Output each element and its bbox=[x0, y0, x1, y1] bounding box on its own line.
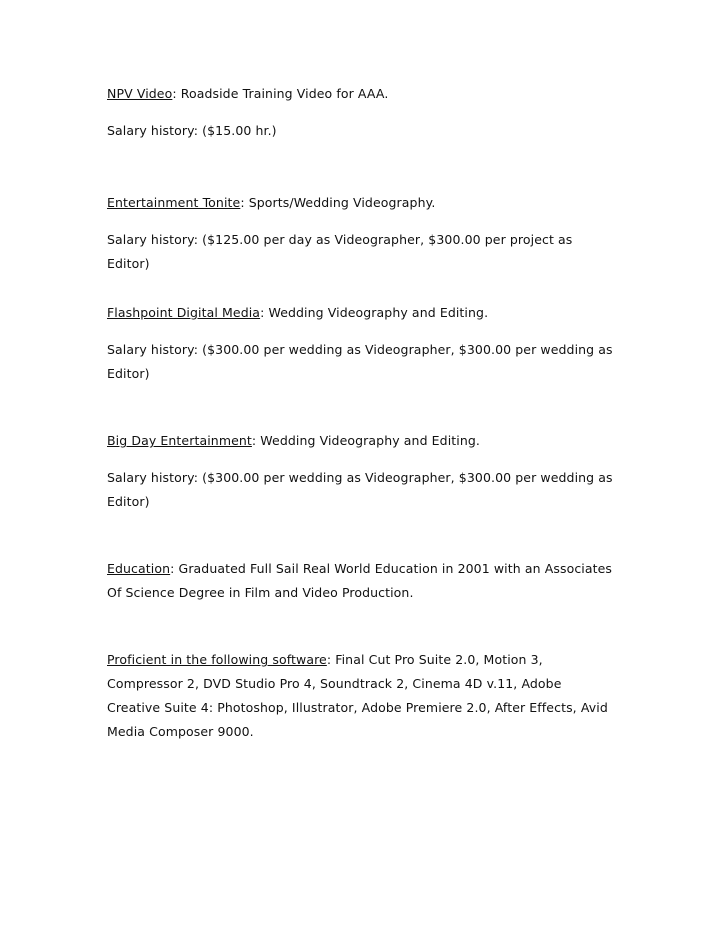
software-separator: : bbox=[326, 652, 332, 667]
entry-title-line bbox=[107, 429, 617, 453]
education-separator: : bbox=[170, 561, 175, 576]
salary-history: Salary history: ($125.00 per day as Videographer, $300.00 per project as Editor) bbox=[107, 232, 573, 271]
software-text bbox=[107, 648, 617, 744]
salary-history: Salary history: ($300.00 per wedding as Videographer, $300.00 per wedding as Editor) bbox=[107, 342, 613, 381]
entry-title-line bbox=[107, 191, 617, 215]
software-heading: Proficient in the following software bbox=[107, 652, 327, 667]
entry-title-line bbox=[107, 82, 617, 106]
education-text bbox=[107, 557, 617, 605]
entry-npv-video bbox=[107, 82, 617, 143]
entry-heading: Entertainment Tonite bbox=[107, 195, 241, 210]
entry-flashpoint-digital-media bbox=[107, 301, 617, 386]
entry-description: Roadside Training Video for AAA. bbox=[176, 86, 389, 101]
entry-separator: : bbox=[260, 305, 265, 320]
entry-description: Sports/Wedding Videography. bbox=[244, 195, 436, 210]
education-description: Graduated Full Sail Real World Education in 2001 with an Associates Of Science Degree in Film and Video Production. bbox=[107, 561, 613, 600]
entry-title-line bbox=[107, 301, 617, 325]
software-list: Final Cut Pro Suite 2.0, Motion 3, Compressor 2, DVD Studio Pro 4, Soundtrack 2, Cinema 4D v.11, Adobe Creative Suite 4: Photoshop, Illustrator, Adobe Premiere 2.0, After Effects, Avid Media Composer 9000. bbox=[107, 652, 608, 739]
education-section bbox=[107, 557, 617, 605]
entry-separator: : bbox=[240, 195, 245, 210]
entry-heading: NPV Video bbox=[107, 86, 173, 101]
entry-entertainment-tonite bbox=[107, 191, 617, 276]
entry-big-day-entertainment bbox=[107, 429, 617, 514]
education-heading: Education bbox=[107, 561, 171, 576]
salary-history: Salary history: ($300.00 per wedding as Videographer, $300.00 per wedding as Editor) bbox=[107, 470, 613, 509]
entry-description: Wedding Videography and Editing. bbox=[256, 433, 480, 448]
entry-heading: Big Day Entertainment bbox=[107, 433, 252, 448]
entry-separator: : bbox=[251, 433, 257, 448]
entry-heading: Flashpoint Digital Media bbox=[107, 305, 261, 320]
entry-separator: : bbox=[172, 86, 177, 101]
software-section bbox=[107, 648, 617, 744]
salary-history: Salary history: ($15.00 hr.) bbox=[107, 123, 277, 138]
entry-description: Wedding Videography and Editing. bbox=[264, 305, 489, 320]
